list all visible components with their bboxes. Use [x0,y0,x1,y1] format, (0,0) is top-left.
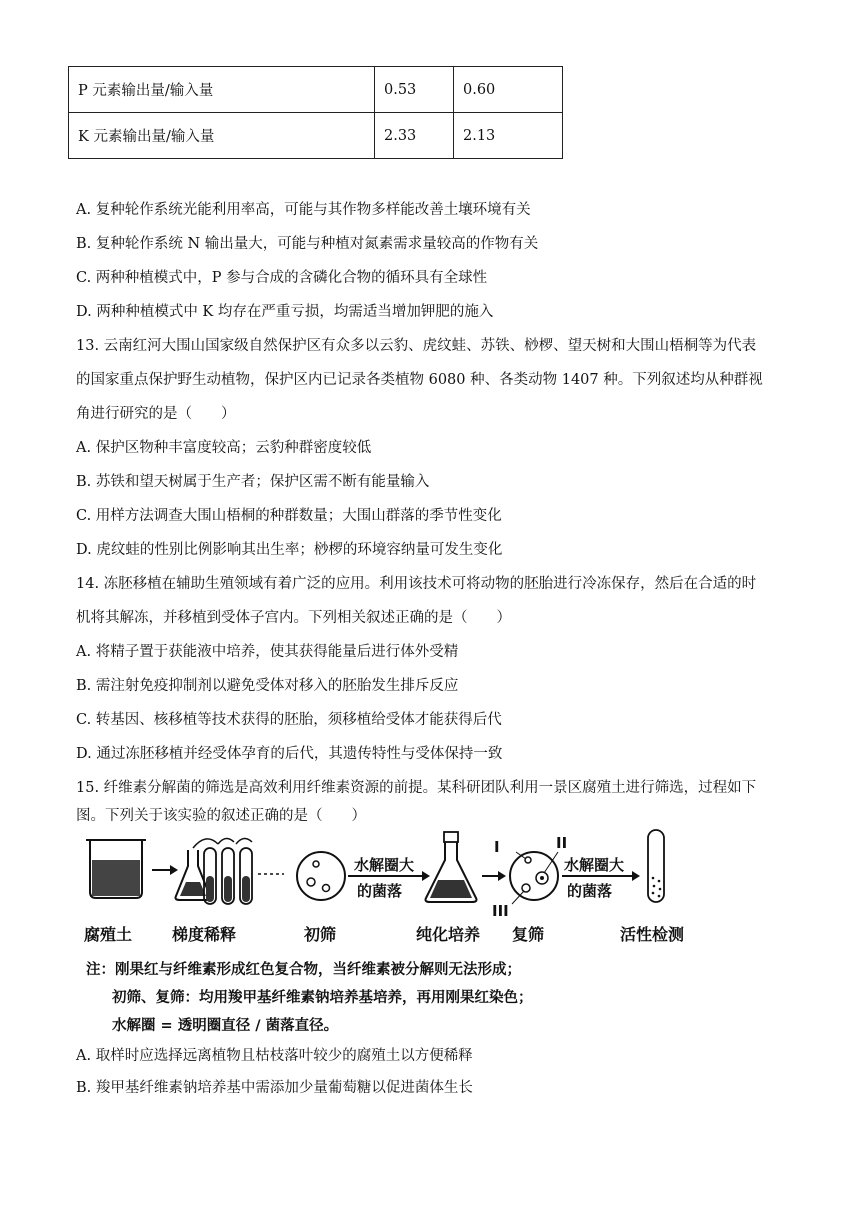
q13-option-a: A. 保护区物种丰富度较高；云豹种群密度较低 [76,440,372,456]
test-tube-icon [204,848,252,904]
table-cell-value: 2.13 [454,113,563,159]
screening-process-diagram [76,826,786,954]
table-cell-value: 0.60 [454,67,563,113]
q12-option-a: A. 复种轮作系统光能利用率高，可能与其作物多样能改善土壤环境有关 [76,202,531,218]
q13-stem-line2: 的国家重点保护野生动植物，保护区内已记录各类植物 6080 种、各类动物 1407 种。下列叙述均从种群视 [76,372,763,388]
table-cell-value: 0.53 [375,67,454,113]
q14-stem-line1: 14. 冻胚移植在辅助生殖领域有着广泛的应用。利用该技术可将动物的胚胎进行冷冻保存，然后在合适的时 [76,576,757,592]
diagram-note-line1: 注：刚果红与纤维素形成红色复合物，当纤维素被分解则无法形成； [86,962,521,978]
q13-option-c: C. 用样方法调查大围山梧桐的种群数量；大围山群落的季节性变化 [76,508,502,524]
step-label-activity-test: 活性检测 [620,925,685,944]
q15-option-b: B. 羧甲基纤维素钠培养基中需添加少量葡萄糖以促进菌体生长 [76,1080,473,1096]
q14-option-d: D. 通过冻胚移植并经受体孕育的后代，其遗传特性与受体保持一致 [76,746,503,762]
q13-option-b: B. 苏铁和望天树属于生产者；保护区需不断有能量输入 [76,474,430,490]
q12-option-c: C. 两种种植模式中，P 参与合成的含磷化合物的循环具有全球性 [76,270,488,286]
q12-option-b: B. 复种轮作系统 N 输出量大，可能与种植对氮素需求量较高的作物有关 [76,236,539,252]
diagram-note-line3: 水解圈 = 透明圈直径 / 菌落直径。 [112,1018,339,1034]
step-label-initial-screening: 初筛 [304,925,337,944]
arrow-label-colony: 的菌落 [357,882,403,900]
element-ratio-table [68,66,563,159]
table-cell-value: 2.33 [375,113,454,159]
q14-option-a: A. 将精子置于获能液中培养，使其获得能量后进行体外受精 [76,644,459,660]
step-label-soil: 腐殖土 [84,925,133,944]
step-label-dilution: 梯度稀释 [172,925,237,944]
q13-stem-line1: 13. 云南红河大围山国家级自然保护区有众多以云豹、虎纹蛙、苏铁、桫椤、望天树和大围山梧桐等为代表 [76,338,757,354]
table-cell-label: K 元素输出量/输入量 [69,113,375,159]
marker-i: I [494,838,500,856]
table-row [69,113,563,159]
petri-dish-icon [510,852,558,904]
diagram-note-line2: 初筛、复筛：均用羧甲基纤维素钠培养基培养，再用刚果红染色； [112,990,533,1006]
table-row [69,67,563,113]
step-label-purification: 纯化培养 [416,925,481,944]
marker-iii: III [492,902,509,920]
arrow-icon [152,865,178,875]
beaker-icon [86,840,146,898]
marker-ii: II [556,834,568,852]
q13-option-d: D. 虎纹蛙的性别比例影响其出生率；桫椤的环境容纳量可发生变化 [76,542,503,558]
step-label-rescreening: 复筛 [512,925,545,944]
q14-option-b: B. 需注射免疫抑制剂以避免受体对移入的胚胎发生排斥反应 [76,678,459,694]
table-cell-label: P 元素输出量/输入量 [69,67,375,113]
arrow-label-hydrolysis-2: 水解圈大 [564,856,625,874]
q14-stem-line2: 机将其解冻，并移植到受体子宫内。下列相关叙述正确的是（ ） [76,610,511,626]
petri-dish-icon [297,852,345,900]
q12-option-d: D. 两种种植模式中 K 均存在严重亏损，均需适当增加钾肥的施入 [76,304,494,320]
q14-option-c: C. 转基因、核移植等技术获得的胚胎，须移植给受体才能获得后代 [76,712,502,728]
arrow-label-colony-2: 的菌落 [567,882,613,900]
q13-stem-line3: 角进行研究的是（ ） [76,406,236,422]
q15-stem-line2: 图。下列关于该实验的叙述正确的是（ ） [76,808,366,824]
q15-stem-line1: 15. 纤维素分解菌的筛选是高效利用纤维素资源的前提。某科研团队利用一景区腐殖土进行筛选，过程如下 [76,780,757,796]
arrow-label-hydrolysis: 水解圈大 [354,856,415,874]
culture-flask-icon [426,832,477,902]
q15-option-a: A. 取样时应选择远离植物且枯枝落叶较少的腐殖土以方便稀释 [76,1048,473,1064]
arrow-icon [482,871,506,881]
test-tube-icon [648,830,664,902]
